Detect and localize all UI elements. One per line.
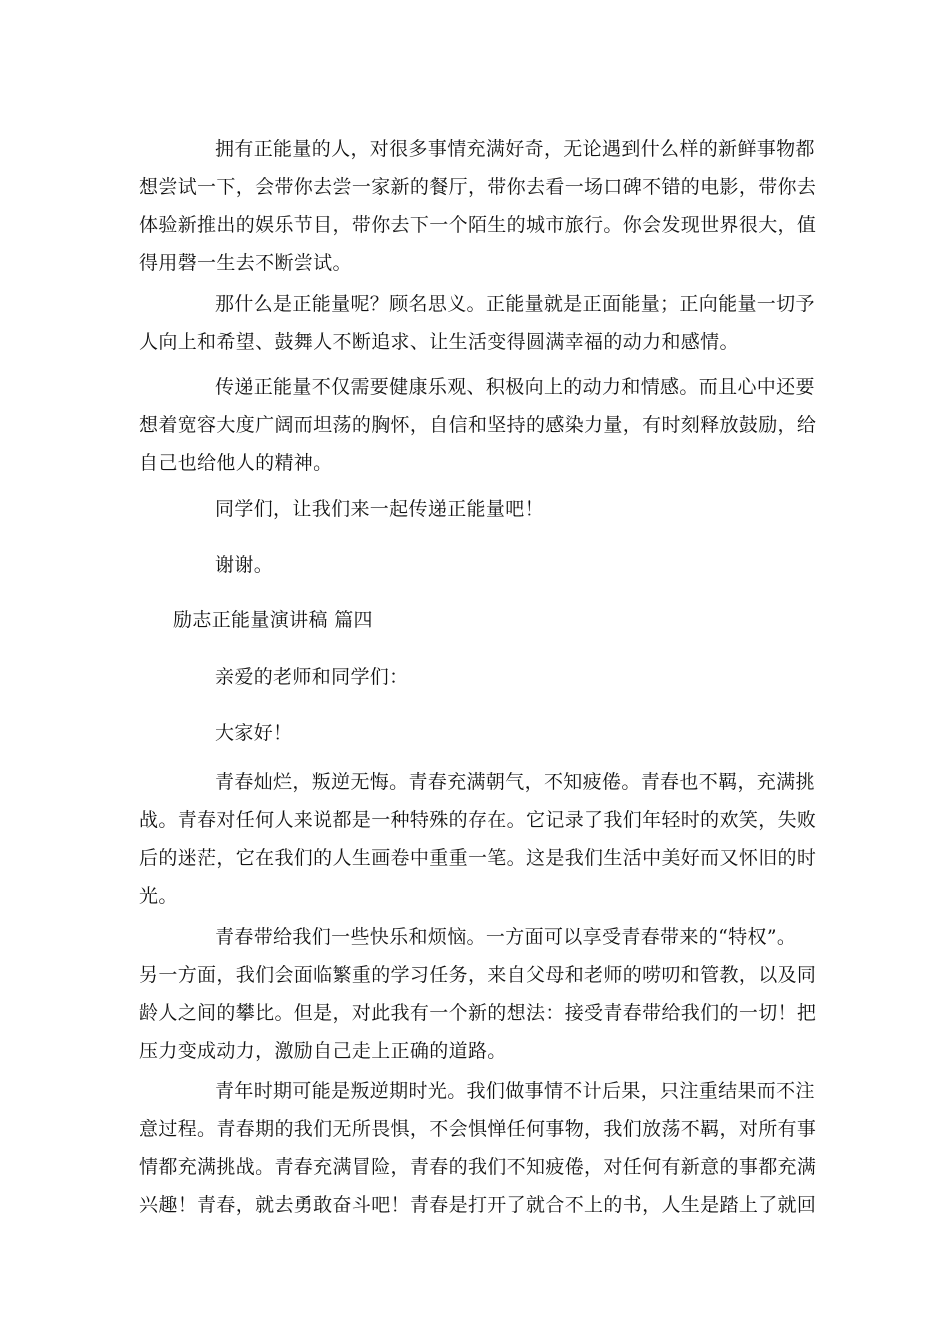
paragraph-line: 情都充满挑战。青春充满冒险，青春的我们不知疲倦，对任何有新意的事都充满 — [139, 1156, 817, 1178]
paragraph-salutation — [139, 658, 810, 696]
paragraph-youth-joys-troubles — [139, 918, 817, 1070]
paragraph-line: 青春灿烂，叛逆无悔。青春充满朝气，不知疲倦。青春也不羁，充满挑 — [215, 771, 815, 793]
section-title: 励志正能量演讲稿 篇四 — [173, 609, 373, 631]
paragraph-line: 光。 — [139, 885, 178, 907]
paragraph-line: 自己也给他人的精神。 — [139, 452, 333, 474]
paragraph-line: 体验新推出的娱乐节目，带你去下一个陌生的城市旅行。你会发现世界很大，值 — [139, 214, 817, 236]
paragraph-line: 人向上和希望、鼓舞人不断追求、让生活变得圆满幸福的动力和感情。 — [139, 331, 739, 353]
paragraph-line: 大家好！ — [215, 722, 293, 744]
paragraph-line: 传递正能量不仅需要健康乐观、积极向上的动力和情感。而且心中还要 — [215, 376, 815, 398]
paragraph-line: 谢谢。 — [215, 554, 274, 576]
paragraph-what-is-positive-energy — [139, 285, 815, 361]
paragraph-line: 青年时期可能是叛逆期时光。我们做事情不计后果，只注重结果而不注 — [215, 1080, 815, 1102]
paragraph-line: 青春带给我们一些快乐和烦恼。一方面可以享受青春带来的“特权”。 — [215, 926, 797, 948]
section-heading — [139, 601, 810, 639]
paragraph-rebellious-youth — [139, 1072, 817, 1224]
paragraph-line: 想尝试一下，会带你去尝一家新的餐厅，带你去看一场口碑不错的电影，带你去 — [139, 176, 817, 198]
paragraph-line: 那什么是正能量呢？顾名思义。正能量就是正面能量；正向能量一切予 — [215, 293, 815, 315]
paragraph-line: 兴趣！青春，就去勇敢奋斗吧！青春是打开了就合不上的书，人生是踏上了就回 — [139, 1194, 817, 1216]
paragraph-thanks — [139, 546, 810, 584]
paragraph-line: 战。青春对任何人来说都是一种特殊的存在。它记录了我们年轻时的欢笑，失败 — [139, 809, 817, 831]
paragraph-line: 后的迷茫，它在我们的人生画卷中重重一笔。这是我们生活中美好而又怀旧的时 — [139, 847, 817, 869]
paragraph-line: 亲爱的老师和同学们： — [215, 666, 409, 688]
paragraph-positive-energy-curiosity — [139, 130, 817, 282]
paragraph-greeting — [139, 714, 810, 752]
paragraph-line: 拥有正能量的人，对很多事情充满好奇，无论遇到什么样的新鲜事物都 — [215, 138, 815, 160]
paragraph-youth-brilliant — [139, 763, 817, 915]
paragraph-line: 意过程。青春期的我们无所畏惧，不会惧惮任何事物，我们放荡不羁，对所有事 — [139, 1118, 817, 1140]
paragraph-line: 得用磬一生去不断尝试。 — [139, 252, 352, 274]
paragraph-spreading-positive-energy — [139, 368, 817, 482]
paragraph-line: 龄人之间的攀比。但是，对此我有一个新的想法：接受青春带给我们的一切！把 — [139, 1002, 817, 1024]
paragraph-line: 同学们，让我们来一起传递正能量吧！ — [215, 498, 544, 520]
paragraph-line: 想着宽容大度广阔而坦荡的胸怀，自信和坚持的感染力量，有时刻释放鼓励，给 — [139, 414, 817, 436]
paragraph-call-to-action — [139, 490, 810, 528]
paragraph-line: 另一方面，我们会面临繁重的学习任务，来自父母和老师的唠叨和管教，以及同 — [139, 964, 817, 986]
paragraph-line: 压力变成动力，激励自己走上正确的道路。 — [139, 1040, 507, 1062]
